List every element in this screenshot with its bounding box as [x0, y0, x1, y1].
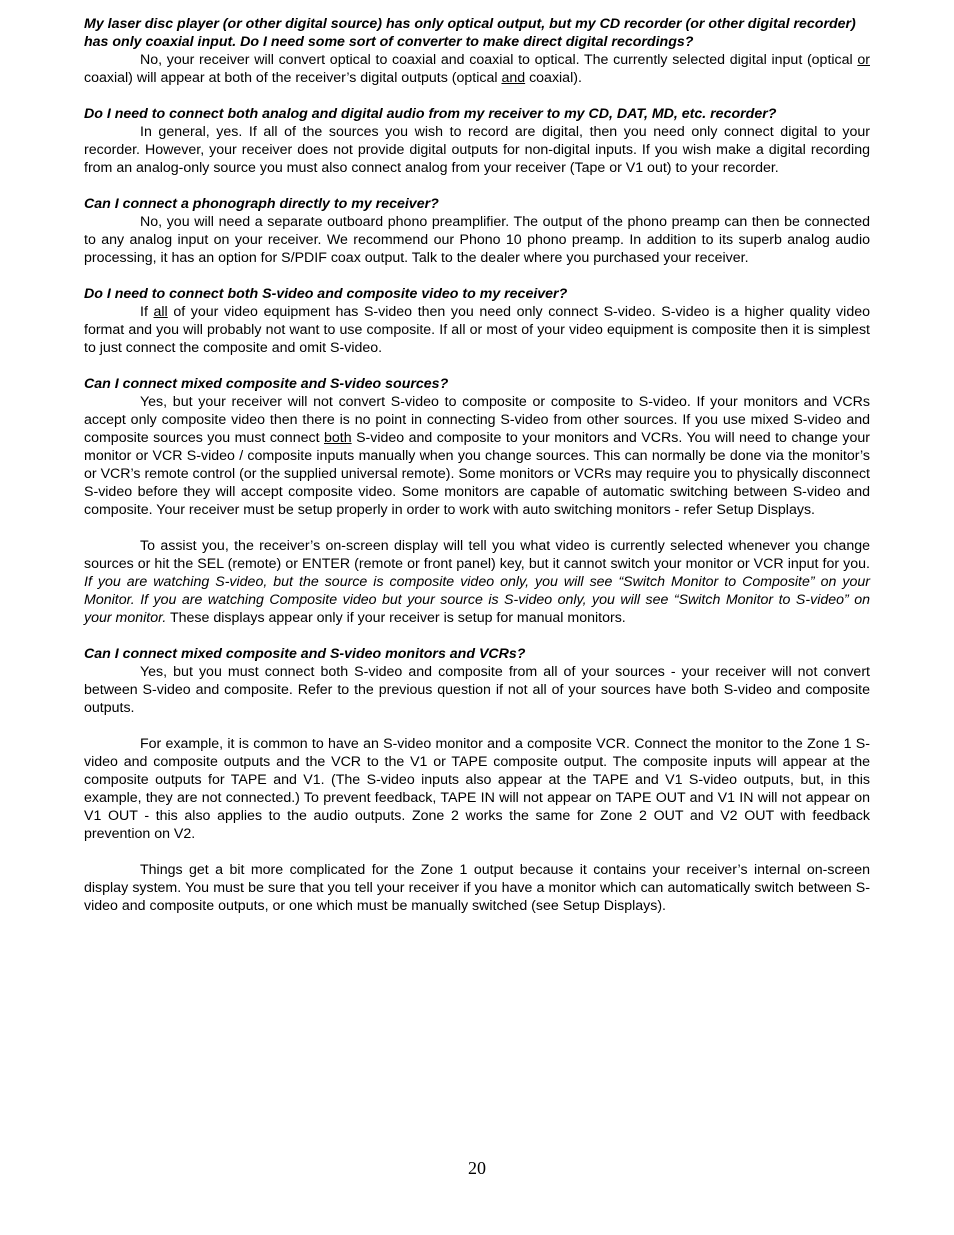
question-phonograph: Can I connect a phonograph directly to my receiver? — [84, 196, 439, 212]
answer-svideo-composite — [84, 303, 870, 357]
question-mixed-sources: Can I connect mixed composite and S-video sources? — [84, 376, 449, 392]
answer-text: These displays appear only if your receiver is setup for manual monitors. — [166, 610, 626, 626]
underlined-word: or — [857, 52, 870, 68]
answer-text: If — [140, 304, 154, 320]
page-number: 20 — [468, 1158, 486, 1178]
answer-mixed-monitors-example: For example, it is common to have an S-video monitor and a composite VCR. Connect the monitor to the Zone 1 S-video and composite outputs and the VCR to the V1 or TAPE composite output. The composite inputs will appear at the composite outputs for TAPE and V1. (The S-video inputs also appear at the TAPE and V1 S-video outputs, but, in this example, they are not connected.) To prevent feedback, TAPE IN will not appear on TAPE OUT and V1 IN will not appear on V1 OUT - this also applies to the audio outputs. Zone 2 works the same for Zone 2 OUT and V2 OUT with feedback prevention on V2. — [84, 736, 870, 842]
answer-mixed-sources — [84, 393, 870, 519]
underlined-word: and — [501, 70, 526, 86]
answer-text: Yes, but your receiver will not convert S-video to composite or composite to S-video. If your monitors and VCRs accept only composite video then there is no point in connecting S-video from other sources. If you use mixed S-video and composite sources you must connect — [84, 394, 870, 446]
answer-mixed-monitors-zone1: Things get a bit more complicated for the Zone 1 output because it contains your receiver’s internal on-screen display system. You must be sure that you tell your receiver if you have a monitor which can automatically switch between S-video and composite outputs, or one which must be manually switched (see Setup Displays). — [84, 862, 870, 914]
answer-text: coaxial) will appear at both of the receiver’s digital outputs (optical — [84, 70, 502, 86]
answer-text: of your video equipment has S-video then you need only connect S-video. S-video is a higher quality video format and you will probably not want to use composite. If all or most of your video equipment is composite then it is simplest to just connect the composite and omit S-video. — [84, 304, 871, 356]
question-mixed-monitors: Can I connect mixed composite and S-video monitors and VCRs? — [84, 646, 526, 662]
question-analog-digital: Do I need to connect both analog and digital audio from my receiver to my CD, DAT, MD, etc. recorder? — [84, 106, 777, 122]
answer-mixed-sources-osd — [84, 537, 870, 627]
question-optical-coaxial: My laser disc player (or other digital source) has only optical output, but my CD recorder (or other digital recorder) has only coaxial input. Do I need some sort of converter to make direct digital recordings? — [84, 16, 856, 50]
answer-analog-digital: In general, yes. If all of the sources you wish to record are digital, then you need only connect digital to your recorder. However, your receiver does not provide digital outputs for non-digital inputs. If you wish make a digital recording from an analog-only source you must also connect analog from your receiver (Tape or V1 out) to your recorder. — [84, 124, 870, 176]
italic-text: If you are watching S-video, but the source is composite video only, you will see “Switch Monitor to Composite” on your Monitor. If you are watching Composite video but your source is S-video only, you will see “Switch Monitor to S-video” on your monitor. — [84, 574, 870, 626]
answer-phonograph: No, you will need a separate outboard phono preamplifier. The output of the phono preamp can then be connected to any analog input on your receiver. We recommend our Phono 10 phono preamp. In addition to its superb analog audio processing, it has an option for S/PDIF coax output. Talk to the dealer where you purchased your receiver. — [84, 214, 870, 266]
answer-mixed-monitors: Yes, but you must connect both S-video and composite from all of your sources - your receiver will not convert between S-video and composite. Refer to the previous question if not all of your sources have both S-video and composite outputs. — [84, 664, 870, 716]
answer-text: To assist you, the receiver’s on-screen display will tell you what video is currently selected whenever you change sources or hit the SEL (remote) or ENTER (remote or front panel) key, but it cannot switch your monitor or VCR input for you. — [84, 538, 870, 572]
answer-optical-coaxial — [84, 51, 870, 87]
answer-text: S-video and composite to your monitors and VCRs. You will need to change your monitor or VCR S-video / composite inputs manually when you change sources. This can normally be done via the monitor’s or VCR’s remote control (or the supplied universal remote). Some monitors or VCRs may require you to physically disconnect S-video before they will accept composite video. Some monitors are capable of automatic switching between S-video and composite. Your receiver must be setup properly in order to work with auto switching monitors - refer Setup Displays. — [84, 430, 870, 518]
underlined-word: all — [153, 304, 168, 320]
underlined-word: both — [323, 430, 352, 446]
document-page — [84, 15, 870, 915]
answer-text: coaxial). — [525, 70, 582, 86]
question-svideo-composite: Do I need to connect both S-video and composite video to my receiver? — [84, 286, 568, 302]
answer-text: No, your receiver will convert optical to coaxial and coaxial to optical. The currently selected digital input (optical — [140, 52, 858, 68]
